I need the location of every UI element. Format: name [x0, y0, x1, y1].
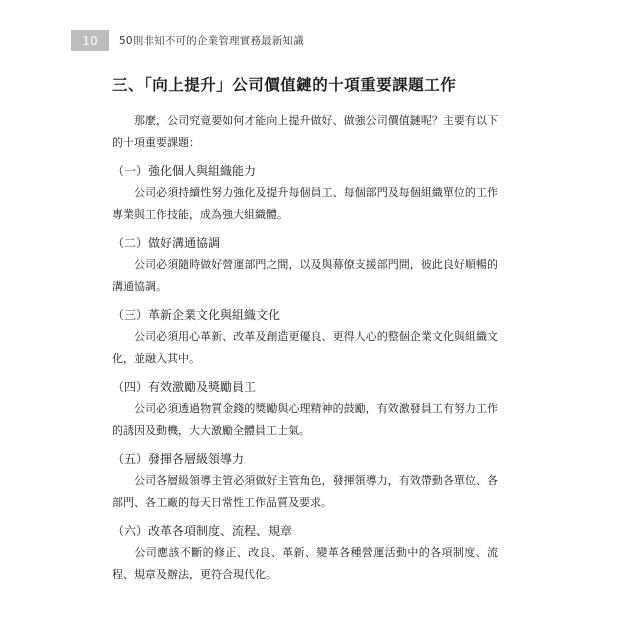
page-body	[112, 74, 498, 586]
page-number: 10	[71, 30, 109, 51]
list-item	[112, 304, 498, 370]
item-body-text: 公司各層級領導主管必須做好主管角色，發揮領導力，有效帶動各單位、各部門、各工廠的每天日常性工作品質及要求。	[112, 474, 498, 509]
item-body	[112, 326, 498, 370]
item-body	[112, 470, 498, 514]
item-body	[112, 542, 498, 586]
item-heading: （一）強化個人與組織能力	[112, 164, 257, 178]
list-item	[112, 232, 498, 298]
item-body-text: 公司必須透過物質金錢的獎勵與心理精神的鼓勵，有效激發員工有努力工作的誘因及動機，大大激勵全體員工士氣。	[112, 402, 498, 437]
list-item	[112, 160, 498, 226]
running-header	[71, 30, 561, 51]
book-title: 50則非知不可的企業管理實務最新知識	[119, 35, 304, 47]
item-body	[112, 398, 498, 442]
item-heading: （五）發揮各層級領導力	[112, 452, 245, 466]
list-item	[112, 520, 498, 586]
list-item	[112, 448, 498, 514]
intro-paragraph	[112, 110, 498, 154]
item-body-text: 公司必須用心革新、改革及創造更優良、更得人心的整個企業文化與組織文化，並融入其中。	[112, 330, 498, 365]
list-item	[112, 376, 498, 442]
item-heading: （六）改革各項制度、流程、規章	[112, 524, 293, 538]
section-title: 三、「向上提升」公司價值鏈的十項重要課題工作	[112, 75, 457, 94]
item-body	[112, 182, 498, 226]
item-body-text: 公司必須持續性努力強化及提升每個員工、每個部門及每個組織單位的工作專業與工作技能，成為強大組織體。	[112, 186, 498, 221]
intro-text: 那麼，公司究竟要如何才能向上提升做好、做強公司價值鏈呢？主要有以下的十項重要課題：	[112, 114, 498, 149]
item-body-text: 公司應該不斷的修正、改良、革新、變革各種營運活動中的各項制度、流程、規章及辦法，更符合現代化。	[112, 546, 498, 581]
item-heading: （四）有效激勵及獎勵員工	[112, 380, 257, 394]
item-heading: （三）革新企業文化與組織文化	[112, 308, 281, 322]
item-body	[112, 254, 498, 298]
item-heading: （二）做好溝通協調	[112, 236, 221, 250]
item-body-text: 公司必須隨時做好營運部門之間，以及與幕僚支援部門間，彼此良好順暢的溝通協調。	[112, 258, 498, 293]
